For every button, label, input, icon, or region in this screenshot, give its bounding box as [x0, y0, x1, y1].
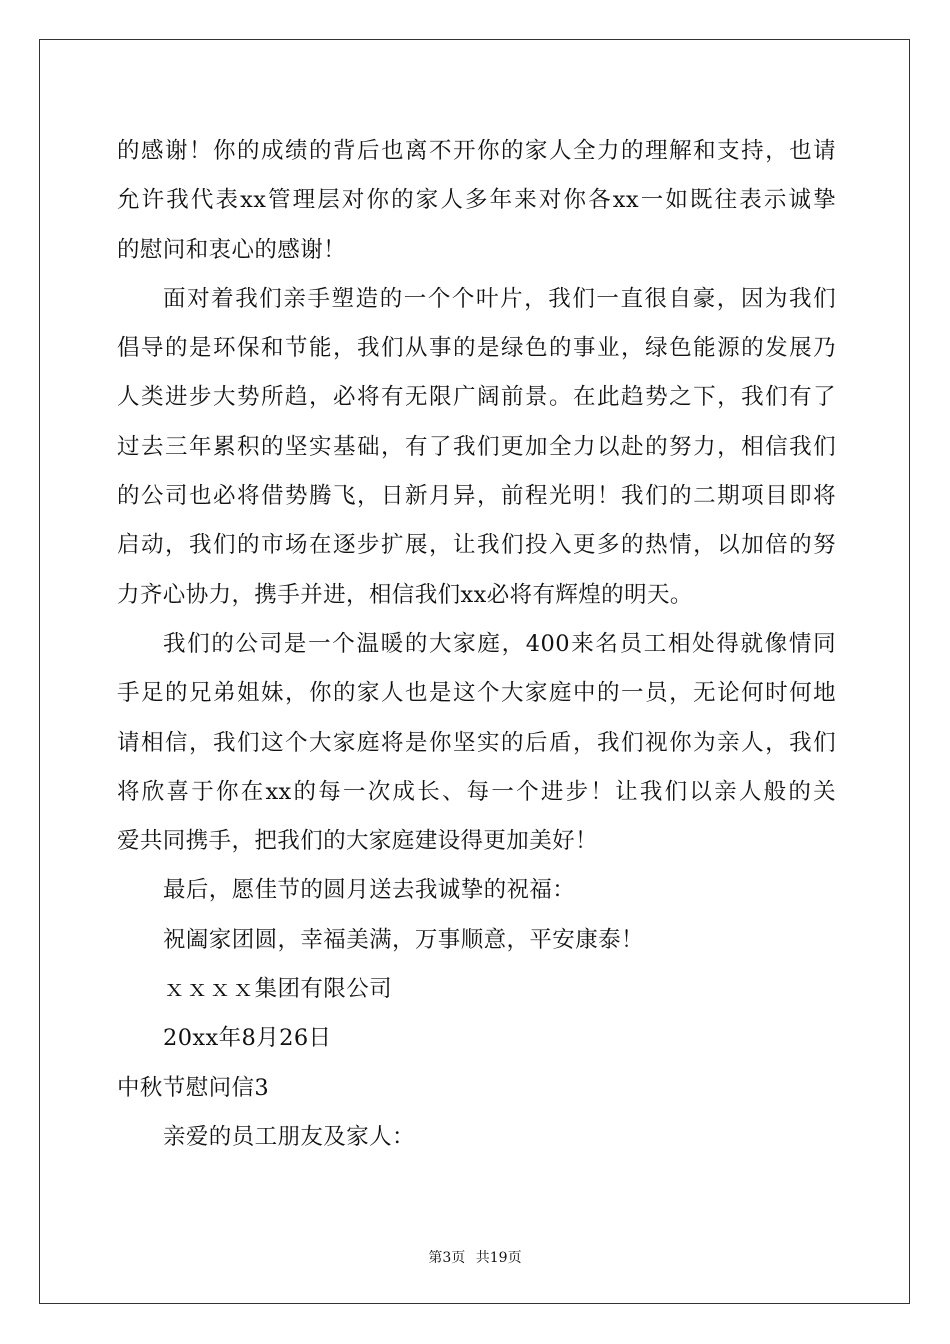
- body-line: 过去三年累积的坚实基础，有了我们更加全力以赴的努力，相信我们: [117, 433, 836, 460]
- page-footer: [0, 1247, 950, 1267]
- signature-company: ｘｘｘｘ集团有限公司: [163, 976, 393, 1003]
- body-line: 手足的兄弟姐妹，你的家人也是这个大家庭中的一员，无论何时何地: [117, 680, 836, 707]
- body-line: 人类进步大势所趋，必将有无限广阔前景。在此趋势之下，我们有了: [117, 384, 836, 411]
- closing-wish-intro: 最后，愿佳节的圆月送去我诚挚的祝福：: [163, 877, 576, 904]
- closing-wish: 祝阖家团圆，幸福美满，万事顺意，平安康泰！: [163, 926, 644, 953]
- salutation: 亲爱的员工朋友及家人：: [163, 1123, 415, 1150]
- body-line: 的感谢！你的成绩的背后也离不开你的家人全力的理解和支持，也请: [117, 138, 836, 164]
- body-line: 将欣喜于你在xx的每一次成长、每一个进步！让我们以亲人般的关: [117, 778, 836, 805]
- body-line: 的慰问和衷心的感谢！: [117, 236, 347, 263]
- body-line: 的公司也必将借势腾飞，日新月异，前程光明！我们的二期项目即将: [117, 483, 836, 510]
- signature-date: 20xx年8月26日: [163, 1025, 332, 1052]
- body-line: 爱共同携手，把我们的大家庭建设得更加美好！: [117, 828, 598, 855]
- page-number: 第3页: [428, 1250, 466, 1266]
- section-title: 中秋节慰问信3: [117, 1074, 270, 1101]
- page-total: 共19页: [475, 1250, 522, 1266]
- body-line: 面对着我们亲手塑造的一个个叶片，我们一直很自豪，因为我们: [163, 285, 836, 312]
- body-line: 请相信，我们这个大家庭将是你坚实的后盾，我们视你为亲人，我们: [117, 729, 836, 756]
- body-line: 倡导的是环保和节能，我们从事的是绿色的事业，绿色能源的发展乃: [117, 335, 836, 362]
- body-line: 我们的公司是一个温暖的大家庭，400来名员工相处得就像情同: [163, 630, 836, 657]
- letter-body: [117, 127, 836, 1162]
- body-line: 启动，我们的市场在逐步扩展，让我们投入更多的热情，以加倍的努: [117, 532, 836, 559]
- body-line: 允许我代表xx管理层对你的家人多年来对你各xx一如既往表示诚挚: [117, 187, 836, 214]
- body-line: 力齐心协力，携手并进，相信我们xx必将有辉煌的明天。: [117, 581, 693, 608]
